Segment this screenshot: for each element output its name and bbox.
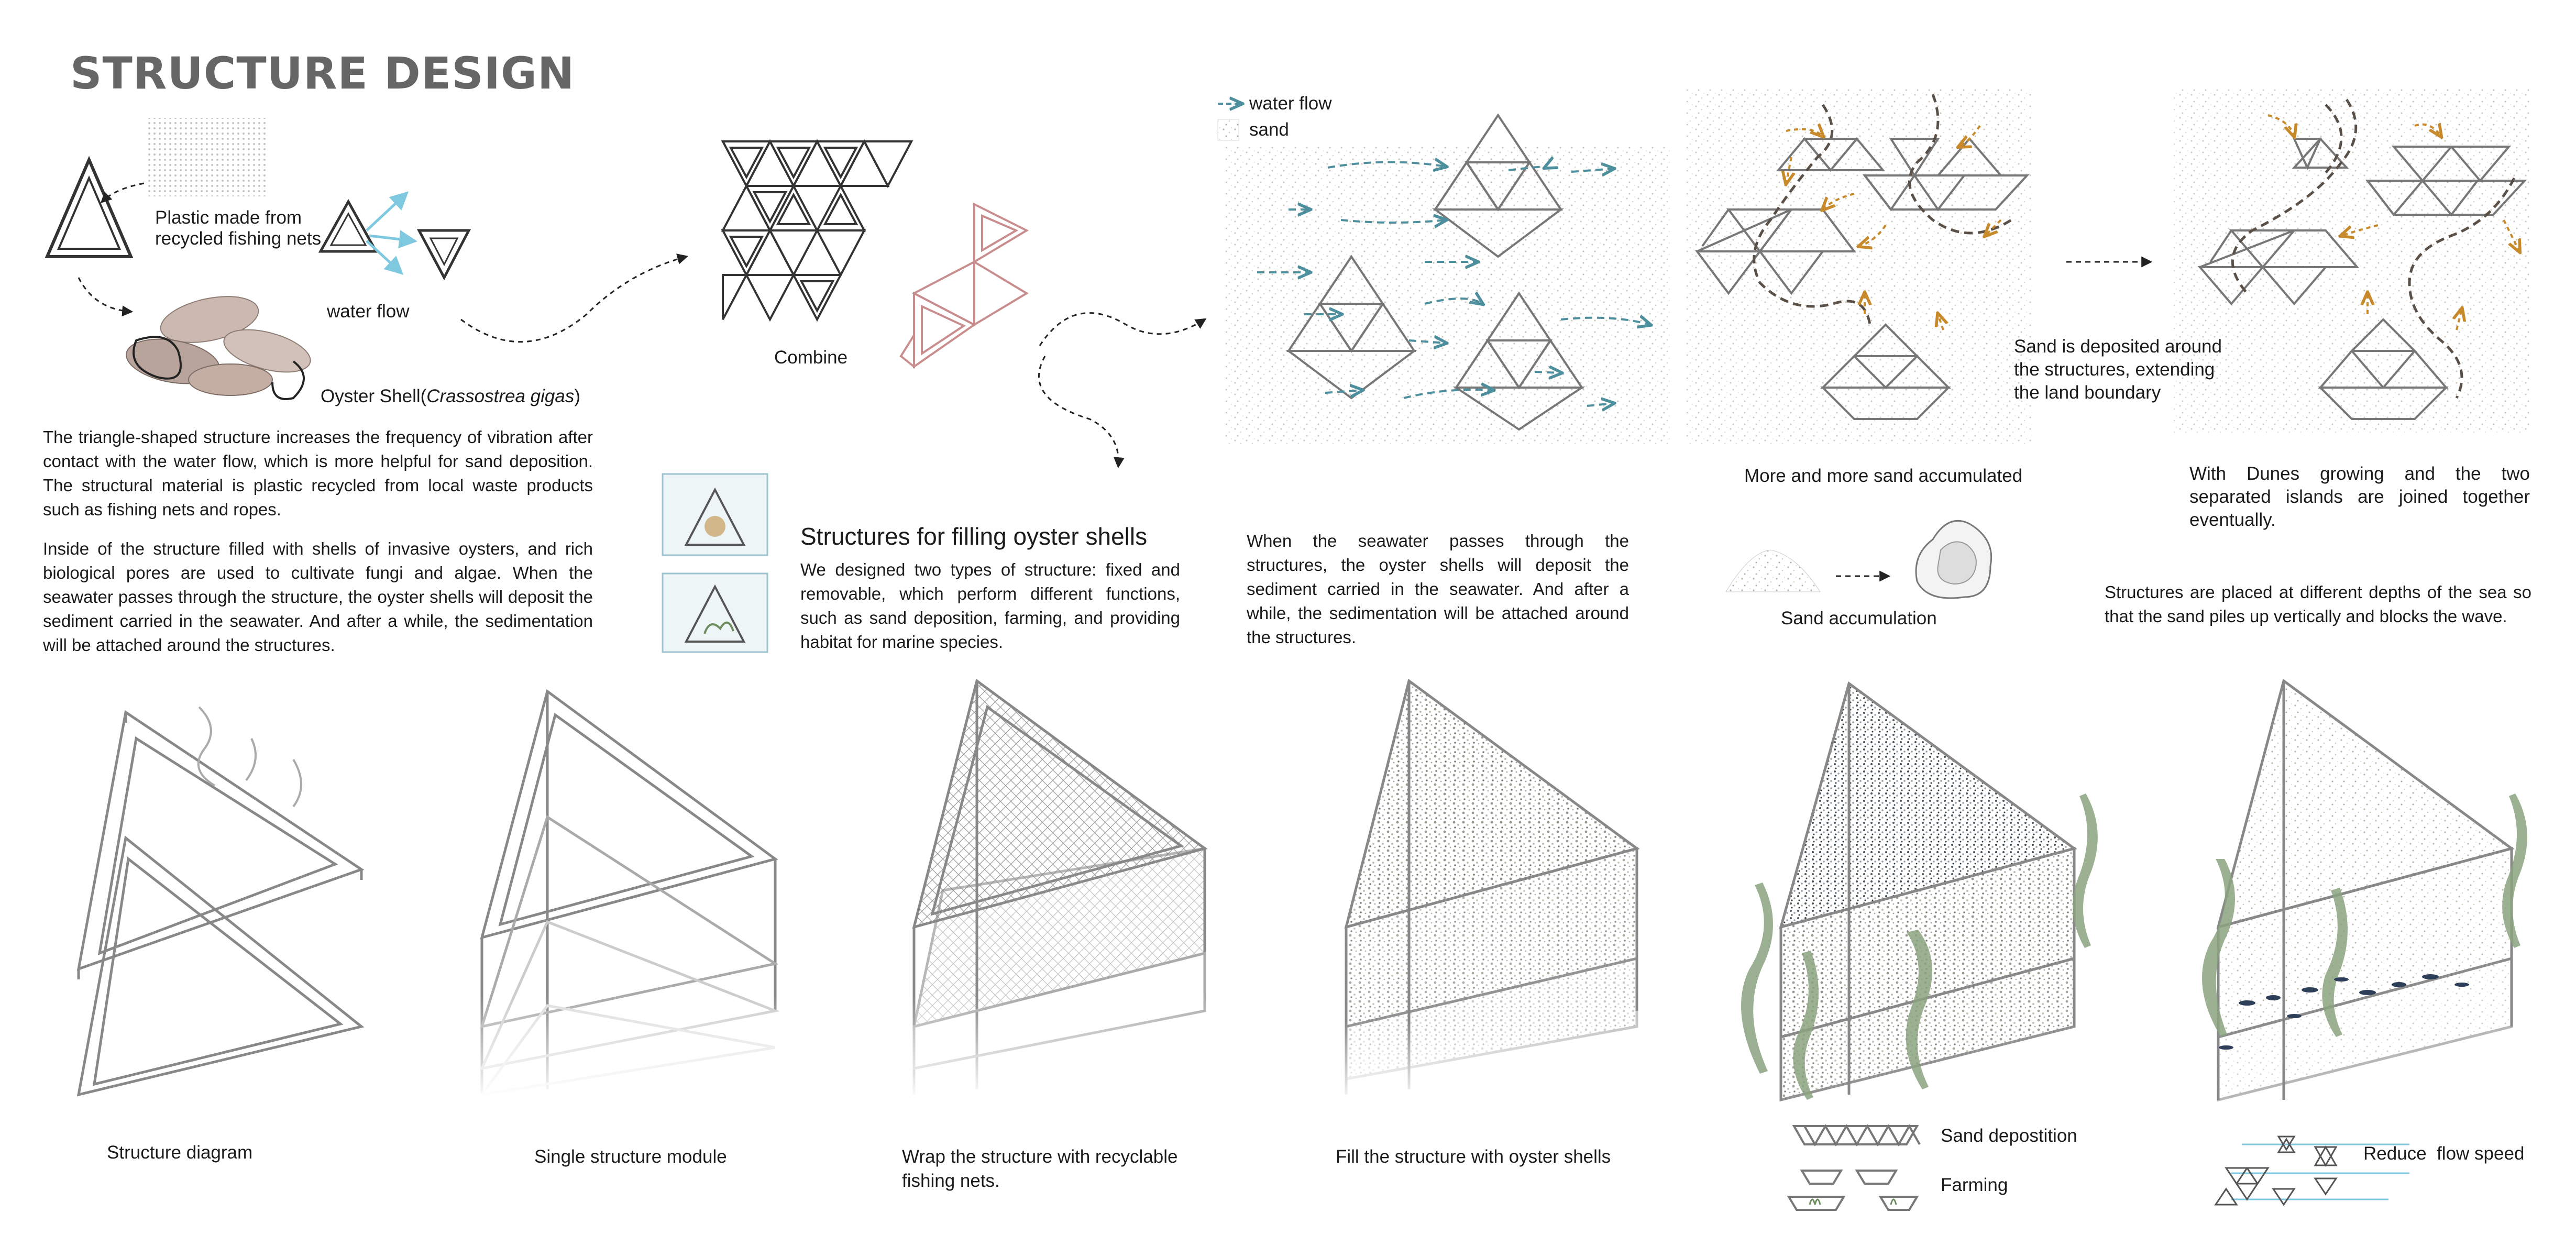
island-icon bbox=[1916, 521, 1991, 598]
legend-sand-label: sand bbox=[1249, 119, 1289, 140]
section3-graphics bbox=[1218, 104, 1671, 445]
net-highlight-triangles bbox=[901, 204, 1027, 367]
combine-label: Combine bbox=[774, 347, 848, 368]
sand-deposited-caption: Sand is deposited around the structures, extending the land boundary bbox=[2014, 336, 2222, 403]
page-title: STRUCTURE DESIGN bbox=[70, 48, 575, 99]
sand-deposition-icon bbox=[1794, 1126, 1920, 1144]
prism-filled-oyster bbox=[1330, 681, 1645, 1105]
reduce-flow-label: Reduce flow speed bbox=[2363, 1143, 2525, 1164]
farming-icon bbox=[1789, 1171, 1917, 1210]
oyster-species-name: Crassostrea gigas bbox=[426, 386, 575, 406]
prism-wrapped-net bbox=[901, 681, 1215, 1100]
paragraph-seawater-deposit: When the seawater passes through the structures, the oyster shells will deposit the sediment carried in the seawater. And after a while, the sedimentation will be attached around the structures. bbox=[1247, 531, 1629, 647]
triangle-module-icon bbox=[47, 160, 131, 257]
prism-structure-diagram bbox=[79, 707, 361, 1095]
prism-single-module bbox=[471, 691, 786, 1100]
legend-sand-icon bbox=[1218, 119, 1239, 140]
prism-sand-deposition bbox=[1741, 683, 2098, 1100]
structure-thumb-removable bbox=[663, 574, 767, 652]
depths-caption: Structures are placed at different depths of the sea so that the sand piles up vertically and blocks the wave. bbox=[2105, 582, 2531, 626]
oyster-arrow bbox=[79, 278, 131, 312]
dunes-caption: With Dunes growing and the two separated islands are joined together eventually. bbox=[2189, 464, 2530, 530]
farming-label: Farming bbox=[1941, 1175, 2008, 1195]
water-flow-label: water flow bbox=[327, 301, 410, 322]
caption-single-module: Single structure module bbox=[534, 1146, 727, 1167]
down-arrow bbox=[1039, 356, 1118, 466]
oyster-shells-image bbox=[123, 289, 315, 399]
water-flow-arrows bbox=[367, 194, 414, 272]
prism-reduce-flow bbox=[2202, 681, 2527, 1100]
legend-water-flow-label: water flow bbox=[1249, 93, 1332, 114]
plastic-label: Plastic made from recycled fishing nets bbox=[155, 207, 322, 249]
paragraph-structure-types: We designed two types of structure: fixed and removable, which perform different functions, such as sand deposition, farming, and providing habitat for marine species. bbox=[800, 560, 1180, 652]
to-flow-arrow bbox=[1040, 313, 1205, 346]
more-sand-caption: More and more sand accumulated bbox=[1744, 466, 2023, 486]
to-combine-arrow bbox=[461, 257, 686, 342]
paragraph-triangle-structure: The triangle-shaped structure increases the frequency of vibration after contact with the water flow, which is more helpful for sand deposition. The structural material is plastic recycled from local waste products such as fishing nets and ropes. bbox=[43, 427, 593, 519]
caption-fill-oyster: Fill the structure with oyster shells bbox=[1336, 1146, 1611, 1167]
plastic-material-swatch bbox=[147, 118, 267, 196]
sand-pile-icon bbox=[1726, 550, 1820, 592]
combined-triangles bbox=[723, 141, 911, 319]
section1-graphics bbox=[47, 118, 686, 399]
oyster-shell-label: Oyster Shell(Crassostrea gigas) bbox=[321, 386, 581, 406]
plastic-arrow bbox=[102, 183, 144, 202]
paragraph-oyster-fill: Inside of the structure filled with shells of invasive oysters, and rich biological pores are used to cultivate fungi and algae. When the seawater passes through the structure, the oyster shells will deposit the sediment carried in the seawater. And after a while, the sedimentation will be attached around the structures. bbox=[43, 539, 593, 655]
oyster-structures-heading: Structures for filling oyster shells bbox=[800, 523, 1148, 550]
caption-structure-diagram: Structure diagram bbox=[107, 1142, 253, 1163]
sand-accumulation-caption: Sand accumulation bbox=[1781, 608, 1937, 629]
caption-wrap-nets: Wrap the structure with recyclable fishing nets. bbox=[902, 1146, 1178, 1191]
sand-deposition-label: Sand depostition bbox=[1941, 1126, 2077, 1146]
structure-thumb-fixed bbox=[663, 474, 767, 555]
